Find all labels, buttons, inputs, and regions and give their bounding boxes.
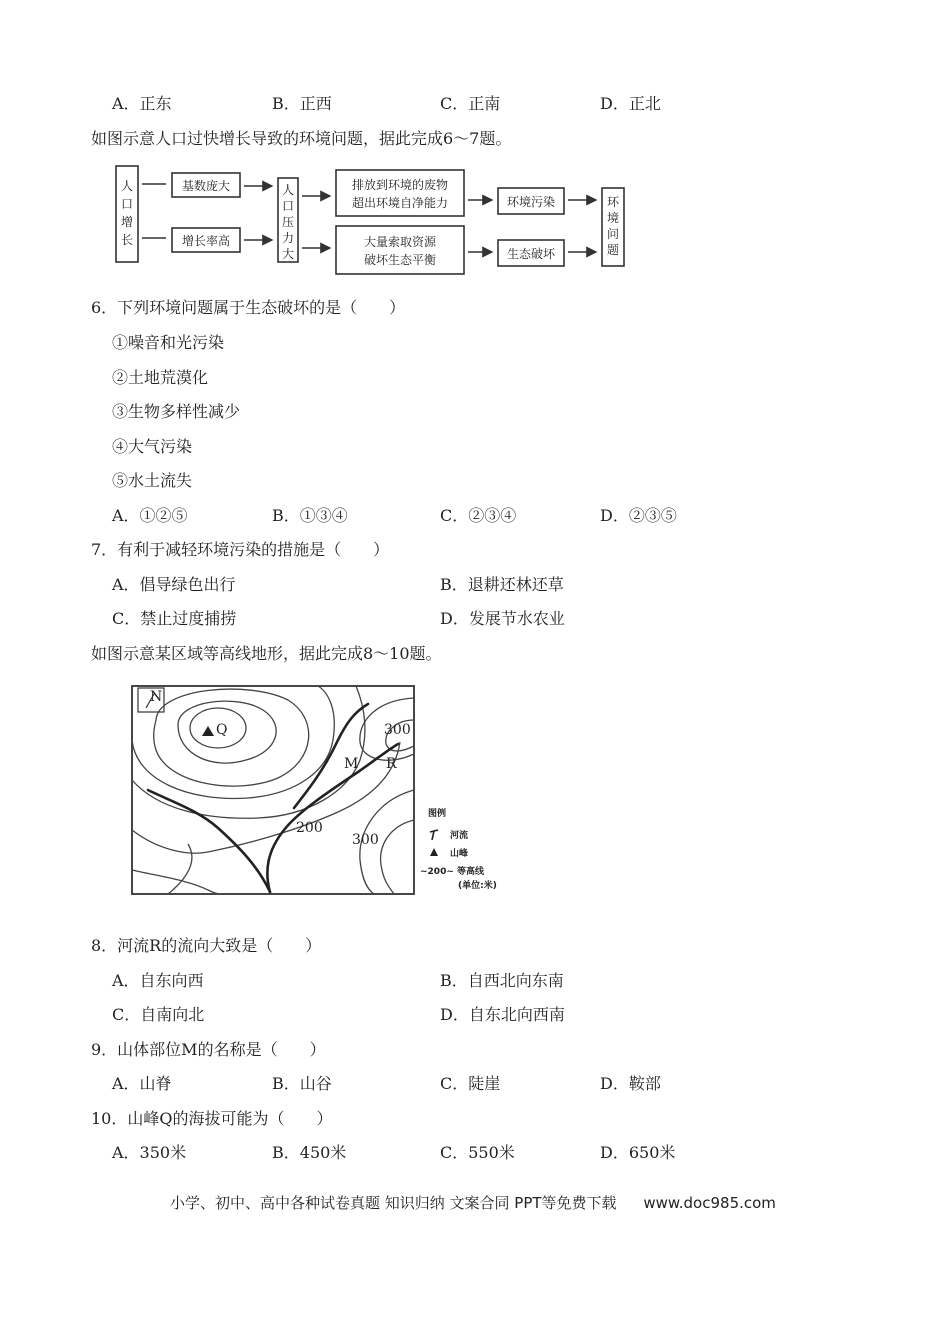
q10-stem: 10．山峰Q的海拔可能为（ ） [91, 1109, 333, 1128]
q10-option-a: A．350米 [112, 1143, 187, 1162]
flow-text-discharge-1: 排放到环境的废物 [351, 178, 449, 192]
legend-unit: (单位:米) [458, 881, 497, 891]
q9-option-c: C．陡崖 [440, 1074, 501, 1093]
footer [170, 1192, 776, 1213]
flow-text-eco: 生态破坏 [506, 247, 556, 261]
q10-option-c: C．550米 [440, 1143, 515, 1162]
svg-text:题: 题 [606, 243, 620, 257]
legend-river-icon [430, 830, 438, 840]
q5-option-d: D．正北 [600, 94, 661, 113]
legend-peak: 山峰 [450, 849, 469, 859]
q7-option-b: B．退耕还林还草 [440, 575, 564, 594]
q5-option-b: B．正西 [272, 94, 332, 113]
legend-title: 图例 [428, 809, 447, 819]
svg-text:问: 问 [606, 227, 620, 241]
peak-label: Q [216, 722, 228, 738]
q6-item-3: ③生物多样性减少 [112, 402, 241, 421]
q7-option-a: A．倡导绿色出行 [112, 575, 236, 594]
q8-stem: 8．河流R的流向大致是（ ） [91, 936, 322, 955]
r-label: R [386, 756, 397, 772]
q7-stem: 7．有利于减轻环境污染的措施是（ ） [91, 540, 390, 559]
q6-option-d: D．②③⑤ [600, 506, 677, 525]
flow-text-discharge-2: 超出环境自净能力 [351, 196, 449, 210]
flow-text-resource-2: 破坏生态平衡 [363, 253, 437, 267]
q6-item-1: ①噪音和光污染 [112, 333, 225, 352]
svg-text:大: 大 [281, 247, 295, 261]
q8-option-a: A．自东向西 [112, 971, 204, 990]
q8-option-c: C．自南向北 [112, 1005, 205, 1024]
legend-river: 河流 [450, 831, 469, 841]
svg-text:环: 环 [606, 195, 620, 209]
legend-contour: ~200~ 等高线 [420, 867, 485, 877]
intro-8-10: 如图示意某区域等高线地形，据此完成8～10题。 [91, 644, 442, 663]
north-label: N [150, 689, 163, 705]
q6-option-a: A．①②⑤ [112, 506, 188, 525]
m-label: M [344, 756, 359, 772]
q7-option-c: C．禁止过度捕捞 [112, 609, 237, 628]
svg-text:长: 长 [120, 233, 134, 247]
q9-option-b: B．山谷 [272, 1074, 332, 1093]
svg-text:力: 力 [281, 231, 295, 245]
q10-option-b: B．450米 [272, 1143, 347, 1162]
q6-item-2: ②土地荒漠化 [112, 368, 209, 387]
q8-option-b: B．自西北向东南 [440, 971, 564, 990]
q6-item-5: ⑤水土流失 [112, 471, 193, 490]
q6-stem: 6．下列环境问题属于生态破坏的是（ ） [91, 298, 406, 317]
flow-text-pollution: 环境污染 [506, 195, 556, 209]
q6-item-4: ④大气污染 [112, 437, 193, 456]
svg-text:境: 境 [606, 211, 620, 225]
flow-text-rate: 增长率高 [181, 234, 231, 248]
svg-text:压: 压 [281, 215, 295, 229]
q9-stem: 9．山体部位M的名称是（ ） [91, 1040, 326, 1059]
flow-text-resource-1: 大量索取资源 [363, 235, 437, 249]
q6-option-c: C．②③④ [440, 506, 517, 525]
footer-text: 小学、初中、高中各种试卷真题 知识归纳 文案合同 PPT等免费下载 [170, 1194, 617, 1212]
q8-option-d: D．自东北向西南 [440, 1005, 565, 1024]
svg-text:口: 口 [120, 197, 134, 211]
legend-peak-icon [430, 848, 438, 856]
contour-300-top: 300 [384, 722, 411, 738]
svg-text:人: 人 [281, 183, 295, 197]
map-frame [132, 686, 414, 894]
q6-option-b: B．①③④ [272, 506, 348, 525]
q9-option-a: A．山脊 [112, 1074, 172, 1093]
footer-url[interactable]: www.doc985.com [643, 1194, 776, 1212]
svg-text:口: 口 [281, 199, 295, 213]
q5-option-c: C．正南 [440, 94, 501, 113]
contour-300-bottom: 300 [352, 832, 379, 848]
flow-text-base: 基数庞大 [181, 179, 231, 193]
contour-200: 200 [296, 820, 323, 836]
contour-map [128, 680, 528, 900]
flow-text-population-growth-1: 人 [120, 179, 134, 193]
q5-option-a: A．正东 [112, 94, 172, 113]
q7-option-d: D．发展节水农业 [440, 609, 565, 628]
population-flowchart [112, 160, 632, 280]
q9-option-d: D．鞍部 [600, 1074, 661, 1093]
q10-option-d: D．650米 [600, 1143, 676, 1162]
intro-6-7: 如图示意人口过快增长导致的环境问题，据此完成6～7题。 [91, 129, 512, 148]
svg-text:增: 增 [120, 215, 134, 229]
